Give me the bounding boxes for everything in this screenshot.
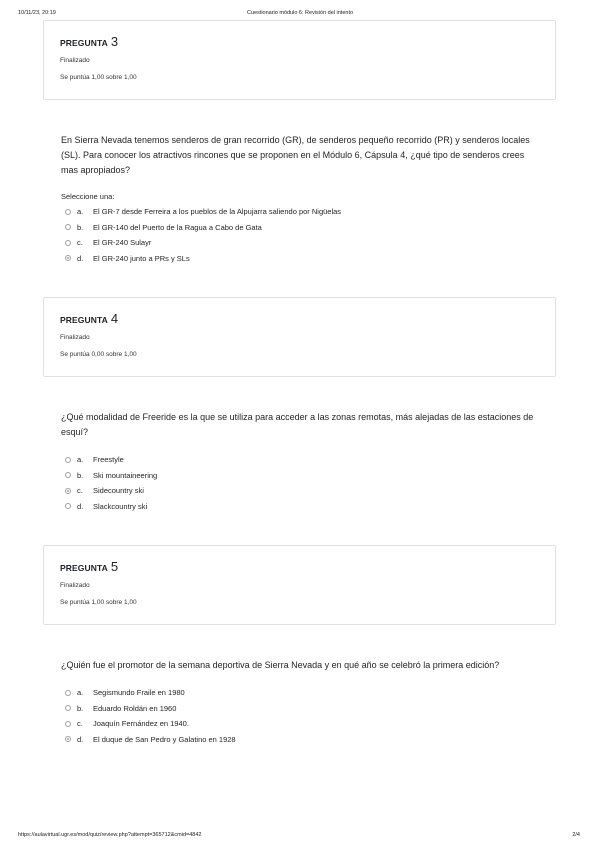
answer-letter: d. — [77, 253, 84, 263]
answer-letter: a. — [77, 688, 84, 698]
question-info-card — [43, 545, 556, 625]
question-title — [60, 559, 118, 574]
answer-letter: a. — [77, 207, 84, 217]
answer-text: Eduardo Roldán en 1960 — [93, 703, 177, 713]
answer-option[interactable] — [65, 468, 157, 484]
radio-button-selected[interactable] — [65, 736, 71, 742]
answer-option[interactable] — [65, 220, 341, 236]
question-state: Finalizado — [60, 334, 90, 341]
question-grade: Se puntúa 0,00 sobre 1,00 — [60, 351, 137, 358]
answer-text: El duque de San Pedro y Galatino en 1928 — [93, 734, 236, 744]
question-text: En Sierra Nevada tenemos senderos de gran recorrido (GR), de senderos pequeño recorrido (PR) y senderos locales (SL). Para conocer los atractivos rincones que se proponen en el Módulo 6, Cápsula 4, ¿qué tipo de senderos crees mas apropiados? — [61, 135, 530, 175]
question-grade: Se puntúa 1,00 sobre 1,00 — [60, 74, 137, 81]
question-grade: Se puntúa 1,00 sobre 1,00 — [60, 599, 137, 606]
answer-letter: a. — [77, 455, 84, 465]
question-info-card — [43, 297, 556, 377]
answer-text: El GR-7 desde Ferreira a los pueblos de la Alpujarra saliendo por Nigüelas — [93, 207, 342, 217]
question-number: 3 — [110, 34, 119, 49]
answer-option[interactable] — [65, 499, 157, 515]
answer-letter: d. — [77, 501, 84, 511]
question-text: ¿Qué modalidad de Freeride es la que se utiliza para acceder a las zonas remotas, más alejadas de las estaciones de esquí? — [61, 412, 534, 437]
radio-button[interactable] — [65, 721, 71, 727]
answer-option[interactable] — [65, 483, 157, 499]
answer-list — [65, 204, 341, 266]
radio-button-selected[interactable] — [65, 255, 71, 261]
answer-option[interactable] — [65, 251, 341, 267]
answer-option[interactable] — [65, 204, 341, 220]
print-url: https://aulavirtual.ugr.es/mod/quiz/review.php?attempt=365712&cmid=4842 — [18, 832, 202, 838]
answer-option[interactable] — [65, 452, 157, 468]
answer-text: El GR-140 del Puerto de la Ragua a Cabo de Gata — [93, 222, 262, 232]
answer-letter: c. — [77, 238, 83, 248]
answer-option[interactable] — [65, 732, 236, 748]
answer-text: El GR-240 Sulayr — [93, 238, 152, 248]
question-title — [60, 311, 118, 326]
question-state: Finalizado — [60, 582, 90, 589]
answer-option[interactable] — [65, 716, 236, 732]
question-label: PREGUNTA — [60, 563, 108, 573]
answer-list — [65, 452, 157, 514]
print-title: Cuestionario módulo 6: Revisión del intento — [246, 10, 354, 16]
answer-letter: b. — [77, 470, 84, 480]
radio-button[interactable] — [65, 503, 71, 509]
radio-button[interactable] — [65, 457, 71, 463]
answer-text: Slackcountry ski — [93, 501, 148, 511]
answer-option[interactable] — [65, 235, 341, 251]
radio-button[interactable] — [65, 705, 71, 711]
answer-text: El GR-240 junto a PRs y SLs — [93, 253, 190, 263]
question-number: 5 — [110, 559, 119, 574]
radio-button[interactable] — [65, 240, 71, 246]
answer-letter: b. — [77, 222, 84, 232]
answer-letter: b. — [77, 703, 84, 713]
question-info-card — [43, 20, 556, 100]
answer-letter: d. — [77, 734, 84, 744]
radio-button[interactable] — [65, 209, 71, 215]
answer-text: Sidecountry ski — [93, 486, 144, 496]
question-state: Finalizado — [60, 57, 90, 64]
question-number: 4 — [110, 311, 119, 326]
question-label: PREGUNTA — [60, 38, 108, 48]
answer-option[interactable] — [65, 685, 236, 701]
radio-button-selected[interactable] — [65, 488, 71, 494]
answer-letter: c. — [77, 719, 83, 729]
answer-text: Joaquín Fernández en 1940. — [93, 719, 189, 729]
question-text: ¿Quién fue el promotor de la semana deportiva de Sierra Nevada y en qué año se celebró la primera edición? — [61, 660, 500, 670]
question-label: PREGUNTA — [60, 315, 108, 325]
radio-button[interactable] — [65, 224, 71, 230]
radio-button[interactable] — [65, 690, 71, 696]
answer-list — [65, 685, 236, 747]
print-datetime: 10/11/23, 20:19 — [18, 10, 56, 16]
print-page-number: 2/4 — [572, 832, 580, 838]
radio-button[interactable] — [65, 472, 71, 478]
question-title — [60, 34, 118, 49]
answer-option[interactable] — [65, 701, 236, 717]
answer-text: Ski mountaineering — [93, 470, 158, 480]
answer-text: Segismundo Fraile en 1980 — [93, 688, 185, 698]
answer-text: Freestyle — [93, 455, 124, 465]
select-prompt: Seleccione una: — [61, 192, 115, 201]
answer-letter: c. — [77, 486, 83, 496]
